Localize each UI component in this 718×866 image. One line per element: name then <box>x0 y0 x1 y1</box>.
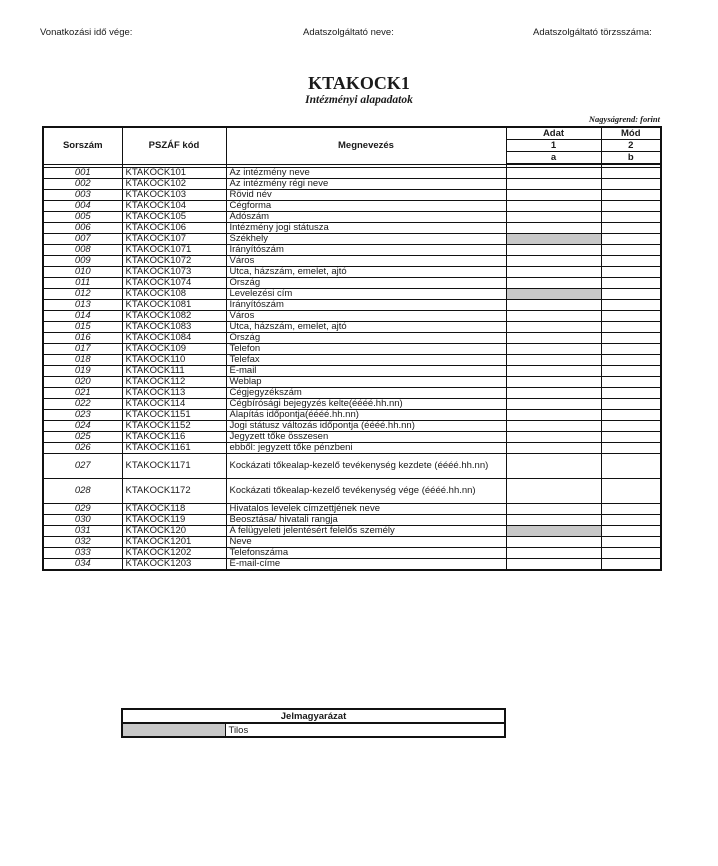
row-number: 030 <box>43 515 122 526</box>
row-adat-cell[interactable] <box>506 245 601 256</box>
row-pszaf-code: KTAKOCK1152 <box>122 421 226 432</box>
row-adat-cell[interactable] <box>506 201 601 212</box>
row-name: Neve <box>226 537 506 548</box>
row-mod-cell[interactable] <box>601 526 661 537</box>
data-table <box>42 126 662 571</box>
table-row <box>43 322 661 333</box>
row-name: Ország <box>226 333 506 344</box>
row-name: Levelezési cím <box>226 289 506 300</box>
row-number: 034 <box>43 559 122 571</box>
row-adat-cell[interactable] <box>506 504 601 515</box>
row-name: A felügyeleti jelentésért felelős személy <box>226 526 506 537</box>
row-adat-cell <box>506 289 601 300</box>
row-mod-cell[interactable] <box>601 548 661 559</box>
row-name: Adószám <box>226 212 506 223</box>
row-adat-cell[interactable] <box>506 515 601 526</box>
row-mod-cell[interactable] <box>601 300 661 311</box>
row-adat-cell <box>506 234 601 245</box>
table-row <box>43 479 661 504</box>
row-name: Cégbírósági bejegyzés kelte(éééé.hh.nn) <box>226 399 506 410</box>
header-sorszam: Sorszám <box>43 127 122 164</box>
row-mod-cell[interactable] <box>601 454 661 479</box>
header-mod: Mód <box>601 127 661 140</box>
table-row <box>43 168 661 179</box>
row-pszaf-code: KTAKOCK120 <box>122 526 226 537</box>
row-number: 017 <box>43 344 122 355</box>
table-row <box>43 212 661 223</box>
table-row <box>43 410 661 421</box>
provider-id-label: Adatszolgáltató törzsszáma: <box>533 27 652 38</box>
row-name: E-mail <box>226 366 506 377</box>
table-row <box>43 256 661 267</box>
row-pszaf-code: KTAKOCK1172 <box>122 479 226 504</box>
row-mod-cell[interactable] <box>601 333 661 344</box>
legend-swatch <box>122 723 225 737</box>
header-pszaf-code: PSZÁF kód <box>122 127 226 164</box>
row-mod-cell[interactable] <box>601 559 661 571</box>
row-name: Az intézmény neve <box>226 168 506 179</box>
row-adat-cell[interactable] <box>506 333 601 344</box>
row-name: Weblap <box>226 377 506 388</box>
row-mod-cell[interactable] <box>601 190 661 201</box>
row-name: Székhely <box>226 234 506 245</box>
table-row <box>43 355 661 366</box>
row-pszaf-code: KTAKOCK101 <box>122 168 226 179</box>
table-row <box>43 399 661 410</box>
row-mod-cell[interactable] <box>601 223 661 234</box>
provider-name-label: Adatszolgáltató neve: <box>303 27 394 38</box>
row-name: Intézmény jogi státusza <box>226 223 506 234</box>
row-adat-cell[interactable] <box>506 366 601 377</box>
row-name: Város <box>226 311 506 322</box>
row-number: 029 <box>43 504 122 515</box>
row-name: Utca, házszám, emelet, ajtó <box>226 322 506 333</box>
row-pszaf-code: KTAKOCK1201 <box>122 537 226 548</box>
row-pszaf-code: KTAKOCK119 <box>122 515 226 526</box>
row-number: 028 <box>43 479 122 504</box>
row-number: 019 <box>43 366 122 377</box>
row-number: 013 <box>43 300 122 311</box>
table-row <box>43 333 661 344</box>
row-pszaf-code: KTAKOCK1151 <box>122 410 226 421</box>
header-mod-letter: b <box>601 152 661 165</box>
row-pszaf-code: KTAKOCK109 <box>122 344 226 355</box>
row-adat-cell <box>506 526 601 537</box>
row-number: 009 <box>43 256 122 267</box>
legend-title: Jelmagyarázat <box>122 709 505 723</box>
row-name: Rövid név <box>226 190 506 201</box>
row-mod-cell[interactable] <box>601 515 661 526</box>
table-row <box>43 454 661 479</box>
row-adat-cell[interactable] <box>506 537 601 548</box>
row-adat-cell[interactable] <box>506 454 601 479</box>
table-row <box>43 537 661 548</box>
form-title: KTAKOCK1 <box>308 73 410 93</box>
table-row <box>43 344 661 355</box>
row-adat-cell[interactable] <box>506 377 601 388</box>
row-pszaf-code: KTAKOCK107 <box>122 234 226 245</box>
row-pszaf-code: KTAKOCK116 <box>122 432 226 443</box>
row-pszaf-code: KTAKOCK1161 <box>122 443 226 454</box>
row-number: 007 <box>43 234 122 245</box>
row-adat-cell[interactable] <box>506 322 601 333</box>
row-number: 001 <box>43 168 122 179</box>
row-mod-cell[interactable] <box>601 267 661 278</box>
row-mod-cell[interactable] <box>601 201 661 212</box>
row-number: 022 <box>43 399 122 410</box>
row-mod-cell[interactable] <box>601 234 661 245</box>
row-pszaf-code: KTAKOCK108 <box>122 289 226 300</box>
row-number: 011 <box>43 278 122 289</box>
row-name: Az intézmény régi neve <box>226 179 506 190</box>
row-pszaf-code: KTAKOCK1083 <box>122 322 226 333</box>
row-mod-cell[interactable] <box>601 278 661 289</box>
row-pszaf-code: KTAKOCK104 <box>122 201 226 212</box>
table-row <box>43 311 661 322</box>
row-pszaf-code: KTAKOCK118 <box>122 504 226 515</box>
row-name: Alapítás időpontja(éééé.hh.nn) <box>226 410 506 421</box>
row-pszaf-code: KTAKOCK1072 <box>122 256 226 267</box>
row-number: 033 <box>43 548 122 559</box>
row-adat-cell[interactable] <box>506 278 601 289</box>
table-row <box>43 388 661 399</box>
row-adat-cell[interactable] <box>506 256 601 267</box>
header-megnevezes: Megnevezés <box>226 127 506 164</box>
table-row <box>43 559 661 571</box>
row-name: Hivatalos levelek címzettjének neve <box>226 504 506 515</box>
row-adat-cell[interactable] <box>506 168 601 179</box>
row-adat-cell[interactable] <box>506 443 601 454</box>
row-adat-cell[interactable] <box>506 311 601 322</box>
form-subtitle: Intézményi alapadatok <box>305 94 413 106</box>
row-adat-cell[interactable] <box>506 212 601 223</box>
row-adat-cell[interactable] <box>506 399 601 410</box>
row-name: Irányítószám <box>226 245 506 256</box>
row-adat-cell[interactable] <box>506 344 601 355</box>
legend-label: Tilos <box>225 723 505 737</box>
row-number: 008 <box>43 245 122 256</box>
row-adat-cell[interactable] <box>506 223 601 234</box>
row-pszaf-code: KTAKOCK1171 <box>122 454 226 479</box>
table-row <box>43 515 661 526</box>
table-row <box>43 432 661 443</box>
row-pszaf-code: KTAKOCK105 <box>122 212 226 223</box>
table-row <box>43 300 661 311</box>
row-number: 024 <box>43 421 122 432</box>
row-mod-cell[interactable] <box>601 212 661 223</box>
row-number: 032 <box>43 537 122 548</box>
row-pszaf-code: KTAKOCK106 <box>122 223 226 234</box>
row-number: 003 <box>43 190 122 201</box>
row-pszaf-code: KTAKOCK1071 <box>122 245 226 256</box>
row-number: 002 <box>43 179 122 190</box>
row-number: 026 <box>43 443 122 454</box>
row-number: 016 <box>43 333 122 344</box>
row-name: Kockázati tőkealap-kezelő tevékenység kezdete (éééé.hh.nn) <box>226 454 506 479</box>
table-row <box>43 234 661 245</box>
row-adat-cell[interactable] <box>506 190 601 201</box>
row-name: Utca, házszám, emelet, ajtó <box>226 267 506 278</box>
row-pszaf-code: KTAKOCK102 <box>122 179 226 190</box>
row-mod-cell[interactable] <box>601 168 661 179</box>
table-row <box>43 443 661 454</box>
row-adat-cell[interactable] <box>506 548 601 559</box>
row-pszaf-code: KTAKOCK111 <box>122 366 226 377</box>
table-row <box>43 504 661 515</box>
row-name: Cégjegyzékszám <box>226 388 506 399</box>
row-mod-cell[interactable] <box>601 344 661 355</box>
table-body <box>43 164 661 570</box>
row-name: Beosztása/ hivatali rangja <box>226 515 506 526</box>
row-pszaf-code: KTAKOCK110 <box>122 355 226 366</box>
row-pszaf-code: KTAKOCK1073 <box>122 267 226 278</box>
row-pszaf-code: KTAKOCK1203 <box>122 559 226 571</box>
table-row <box>43 267 661 278</box>
table-row <box>43 278 661 289</box>
period-end-label: Vonatkozási idő vége: <box>40 27 133 38</box>
row-number: 004 <box>43 201 122 212</box>
row-mod-cell[interactable] <box>601 504 661 515</box>
row-number: 031 <box>43 526 122 537</box>
header-mod-number: 2 <box>601 140 661 152</box>
row-name: Város <box>226 256 506 267</box>
row-number: 021 <box>43 388 122 399</box>
header-adat-number: 1 <box>506 140 601 152</box>
table-row <box>43 245 661 256</box>
row-name: Telefon <box>226 344 506 355</box>
row-pszaf-code: KTAKOCK1202 <box>122 548 226 559</box>
row-number: 014 <box>43 311 122 322</box>
row-number: 010 <box>43 267 122 278</box>
row-mod-cell[interactable] <box>601 256 661 267</box>
row-pszaf-code: KTAKOCK103 <box>122 190 226 201</box>
table-row <box>43 366 661 377</box>
row-name: Telefax <box>226 355 506 366</box>
row-mod-cell[interactable] <box>601 377 661 388</box>
table-row <box>43 526 661 537</box>
row-adat-cell[interactable] <box>506 300 601 311</box>
row-adat-cell[interactable] <box>506 388 601 399</box>
row-name: Jegyzett tőke összesen <box>226 432 506 443</box>
row-mod-cell[interactable] <box>601 479 661 504</box>
row-adat-cell[interactable] <box>506 179 601 190</box>
row-mod-cell[interactable] <box>601 366 661 377</box>
row-number: 025 <box>43 432 122 443</box>
row-adat-cell[interactable] <box>506 479 601 504</box>
row-name: ebből: jegyzett tőke pénzbeni <box>226 443 506 454</box>
row-pszaf-code: KTAKOCK1074 <box>122 278 226 289</box>
table-row <box>43 190 661 201</box>
row-pszaf-code: KTAKOCK1081 <box>122 300 226 311</box>
table-row <box>43 548 661 559</box>
row-pszaf-code: KTAKOCK113 <box>122 388 226 399</box>
row-name: Jogi státusz változás időpontja (éééé.hh.nn) <box>226 421 506 432</box>
row-number: 015 <box>43 322 122 333</box>
row-mod-cell[interactable] <box>601 289 661 300</box>
unit-note: Nagyságrend: forint <box>588 114 660 124</box>
header-adat-letter: a <box>506 152 601 165</box>
row-pszaf-code: KTAKOCK1084 <box>122 333 226 344</box>
row-number: 012 <box>43 289 122 300</box>
row-number: 027 <box>43 454 122 479</box>
row-number: 005 <box>43 212 122 223</box>
row-name: E-mail-címe <box>226 559 506 571</box>
row-number: 020 <box>43 377 122 388</box>
row-mod-cell[interactable] <box>601 432 661 443</box>
row-mod-cell[interactable] <box>601 537 661 548</box>
row-number: 018 <box>43 355 122 366</box>
row-name: Telefonszáma <box>226 548 506 559</box>
row-mod-cell[interactable] <box>601 388 661 399</box>
row-adat-cell[interactable] <box>506 432 601 443</box>
row-mod-cell[interactable] <box>601 179 661 190</box>
table-row <box>43 179 661 190</box>
row-mod-cell[interactable] <box>601 410 661 421</box>
row-pszaf-code: KTAKOCK1082 <box>122 311 226 322</box>
row-name: Kockázati tőkealap-kezelő tevékenység vége (éééé.hh.nn) <box>226 479 506 504</box>
table-row <box>43 201 661 212</box>
row-name: Ország <box>226 278 506 289</box>
legend-table <box>121 708 506 738</box>
row-adat-cell[interactable] <box>506 421 601 432</box>
row-pszaf-code: KTAKOCK114 <box>122 399 226 410</box>
row-name: Cégforma <box>226 201 506 212</box>
row-mod-cell[interactable] <box>601 443 661 454</box>
table-row <box>43 377 661 388</box>
row-adat-cell[interactable] <box>506 410 601 421</box>
row-mod-cell[interactable] <box>601 311 661 322</box>
row-adat-cell[interactable] <box>506 267 601 278</box>
table-row <box>43 223 661 234</box>
table-row <box>43 421 661 432</box>
row-name: Irányítószám <box>226 300 506 311</box>
row-adat-cell[interactable] <box>506 559 601 571</box>
row-mod-cell[interactable] <box>601 322 661 333</box>
row-number: 023 <box>43 410 122 421</box>
header-adat: Adat <box>506 127 601 140</box>
row-mod-cell[interactable] <box>601 245 661 256</box>
row-mod-cell[interactable] <box>601 399 661 410</box>
row-adat-cell[interactable] <box>506 355 601 366</box>
table-row <box>43 289 661 300</box>
row-mod-cell[interactable] <box>601 421 661 432</box>
row-number: 006 <box>43 223 122 234</box>
row-pszaf-code: KTAKOCK112 <box>122 377 226 388</box>
row-mod-cell[interactable] <box>601 355 661 366</box>
